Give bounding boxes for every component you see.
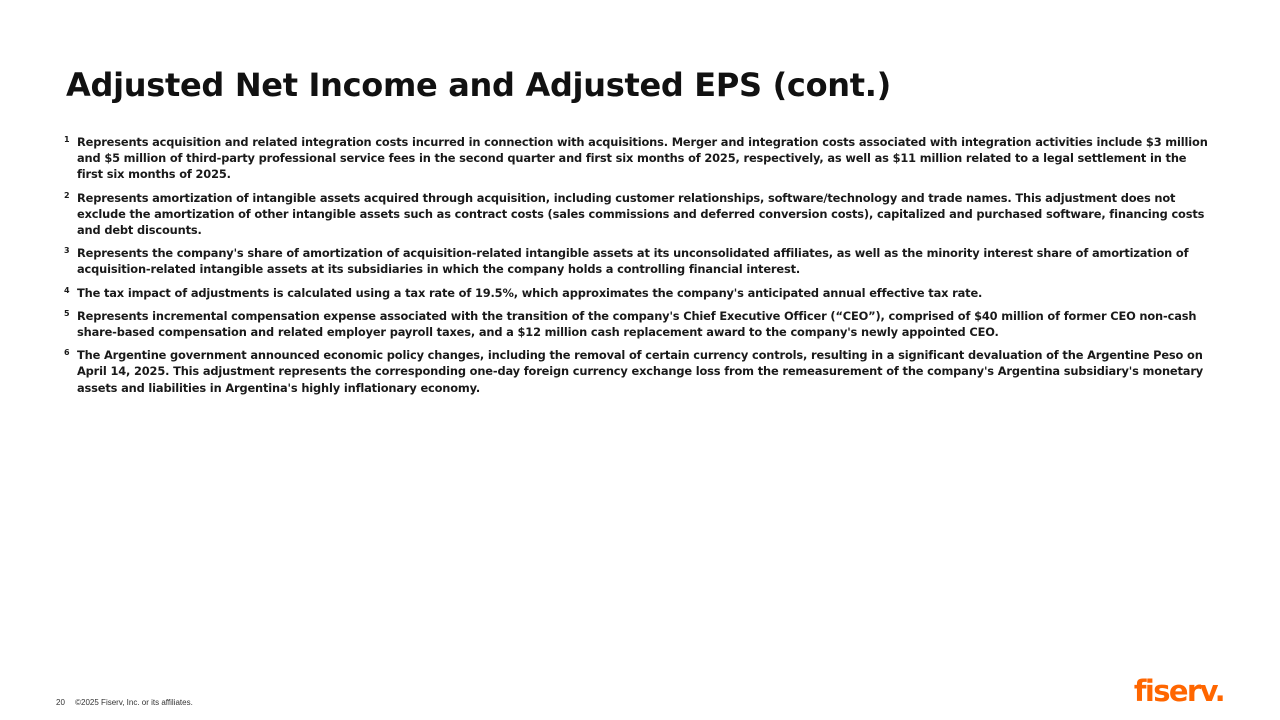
footnote-text: Represents incremental compensation expense associated with the transition of the company's Chief Executive Officer (“CEO”), comprised of $40 million of former CEO non-cash share-based compensation and related employer payroll taxes, and a $12 million cash replacement award to the company's newly appointed CEO. <box>77 308 1197 340</box>
footnote-marker: 3 <box>64 246 70 256</box>
footnote-1 <box>64 134 1214 183</box>
page-number: 20 <box>56 698 65 707</box>
page-title: Adjusted Net Income and Adjusted EPS (cont.) <box>66 66 891 104</box>
footnote-text: Represents amortization of intangible assets acquired through acquisition, including customer relationships, software/technology and trade names. This adjustment does not exclude the amortization of other intangible assets such as contract costs (sales commissions and deferred conversion costs), capitalized and purchased software, financing costs and debt discounts. <box>77 190 1205 238</box>
footnote-marker: 4 <box>64 285 70 295</box>
footnote-3 <box>64 245 1214 277</box>
footer <box>56 698 193 707</box>
footnote-6 <box>64 347 1214 396</box>
footnote-2 <box>64 190 1214 239</box>
footnote-text: Represents acquisition and related integration costs incurred in connection with acquisitions. Merger and integration costs associated with integration activities include $3 million and $5 million of third-party professional service fees in the second quarter and first six months of 2025, respectively, as well as $11 million related to a legal settlement in the first six months of 2025. <box>77 135 1208 182</box>
footnote-text: The Argentine government announced economic policy changes, including the removal of certain currency controls, resulting in a significant devaluation of the Argentine Peso on April 14, 2025. This adjustment represents the corresponding one-day foreign currency exchange loss from the remeasurement of the company's Argentina subsidiary's monetary assets and liabilities in Argentina's highly inflationary economy. <box>77 348 1204 395</box>
footnote-marker: 1 <box>64 135 70 144</box>
footnote-4 <box>64 285 1214 301</box>
fiserv-logo: fiserv. <box>1133 674 1224 708</box>
footnote-text: The tax impact of adjustments is calculated using a tax rate of 19.5%, which approximates the company's anticipated annual effective tax rate. <box>77 285 983 300</box>
footnote-marker: 2 <box>64 190 70 200</box>
footnote-list <box>64 134 1214 403</box>
footnote-text: Represents the company's share of amortization of acquisition-related intangible assets at its unconsolidated affiliates, as well as the minority interest share of amortization of acquisition-related intangible assets at its subsidiaries in which the company holds a controlling financial interest. <box>77 246 1189 277</box>
copyright-text: ©2025 Fiserv, Inc. or its affiliates. <box>75 698 193 707</box>
footnote-marker: 6 <box>64 348 70 358</box>
footnote-5 <box>64 308 1214 340</box>
footnote-marker: 5 <box>64 308 70 318</box>
